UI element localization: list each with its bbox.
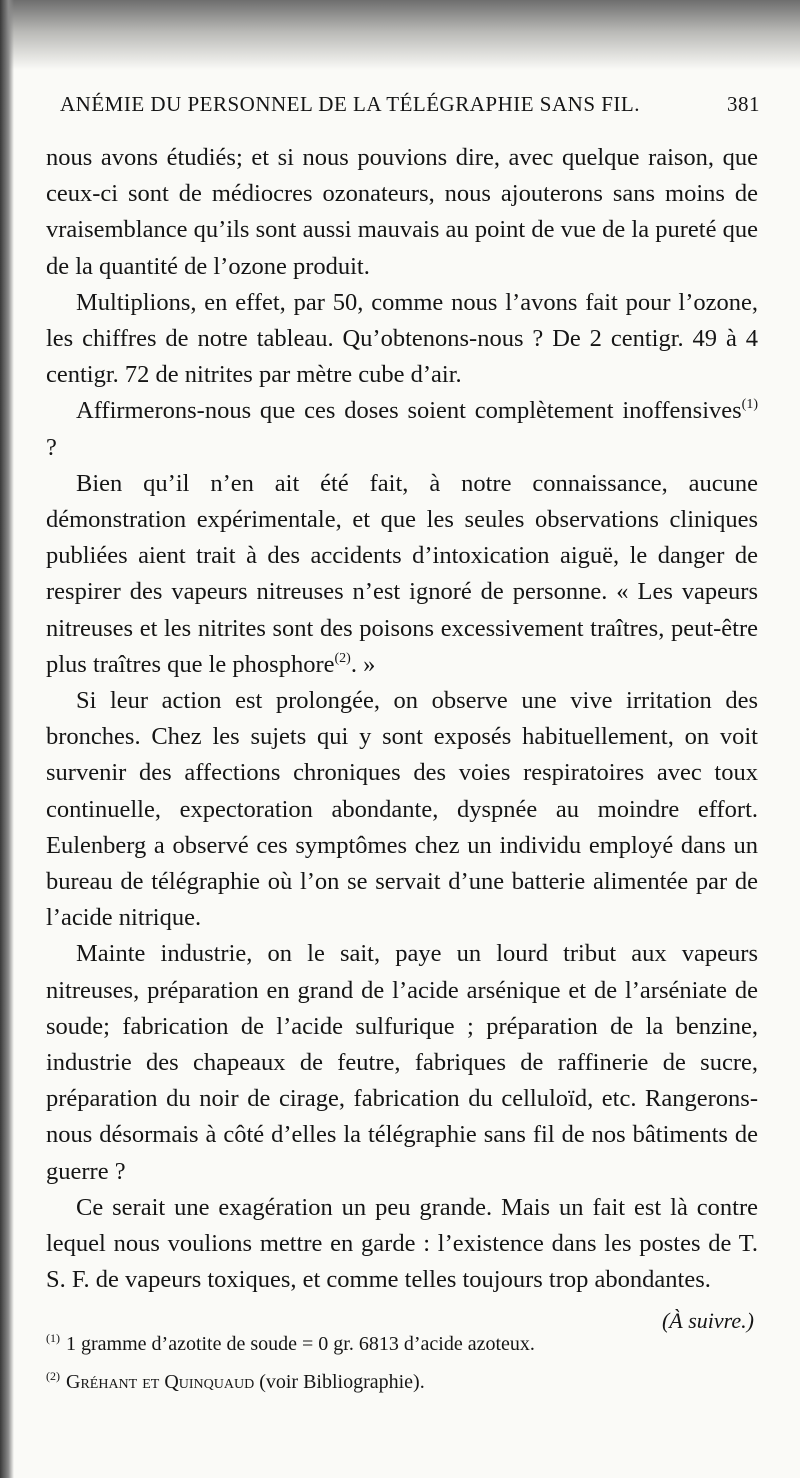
body-text: [46, 140, 758, 1339]
paragraph: nous avons étudiés; et si nous pouvions dire, avec quelque raison, que ceux-ci sont de médiocres ozonateurs, nous ajouterons sans moins de vraisemblance qu’ils sont aussi mauvais au point de vue de la pureté que de la quantité de l’ozone produit.: [46, 144, 758, 280]
footnotes: [46, 1322, 758, 1398]
paragraph: Bien qu’il n’en ait été fait, à notre connaissance, aucune démonstration expérimentale, et que les seules observations cliniques publiées aient trait à des accidents d’intoxication aiguë, le danger de respirer des vapeurs nitreuses n’est ignoré de personne. « Les vapeurs nitreuses et les nitrites sont des poisons excessivement traîtres, peut-être plus traîtres que le phosphore$^{(2)}$. »: [46, 469, 758, 678]
footnote-mark: (1): [46, 1331, 60, 1345]
scan-shadow-top: [0, 0, 800, 70]
paragraph: Mainte industrie, on le sait, paye un lourd tribut aux vapeurs nitreuses, préparation en grand de l’acide arsénique et de l’arséniate de soude; fabrication de l’acide sulfurique ; préparation de la benzine, industrie des chapeaux de feutre, fabriques de raffinerie de sucre, préparation du noir de cirage, fabrication du celluloïd, etc. Rangerons-nous désormais à côté d’elles la télégraphie sans fil de nos bâtiments de guerre ?: [46, 940, 758, 1185]
footnote: $^{(2)}$ Gréhant et Quinquaud (voir Bibliographie).: [46, 1369, 425, 1393]
paragraph: Si leur action est prolongée, on observe une vive irritation des bronches. Chez les sujets qui y sont exposés habituellement, on voit survenir des affections chroniques des voies respiratoires avec toux continuelle, expectoration abondante, dyspnée au moindre effort. Eulenberg a observé ces symptômes chez un individu employé dans un bureau de télégraphie où l’on se servait d’une batterie alimentée par de l’acide nitrique.: [46, 687, 758, 932]
footnote-ref[interactable]: (2): [334, 650, 351, 666]
scan-shadow-left: [0, 0, 14, 1478]
footnote-mark: (2): [46, 1369, 60, 1383]
continuation-note: (À suivre.): [661, 1307, 754, 1333]
page-number: 381: [727, 92, 760, 116]
author-names: Gréhant et Quinquaud: [66, 1371, 255, 1393]
paragraph: Ce serait une exagération un peu grande. Mais un fait est là contre lequel nous voulions mettre en garde : l’existence dans les postes de T. S. F. de vapeurs toxiques, et comme telles toujours trop abondantes.: [46, 1193, 758, 1294]
footnote: $^{(1)}$ 1 gramme d’azotite de soude = 0 gr. 6813 d’acide azoteux.: [46, 1331, 535, 1355]
running-title: ANÉMIE DU PERSONNEL DE LA TÉLÉGRAPHIE SANS FIL.: [60, 92, 640, 116]
paragraph: Multiplions, en effet, par 50, comme nous l’avons fait pour l’ozone, les chiffres de notre tableau. Qu’obtenons-nous ? De 2 centigr. 49 à 4 centigr. 72 de nitrites par mètre cube d’air.: [46, 288, 758, 389]
running-header: [60, 92, 760, 117]
paragraph: Affirmerons-nous que ces doses soient complètement inoffensives$^{(1)}$ ?: [46, 397, 758, 461]
footnote-ref[interactable]: (1): [741, 397, 758, 413]
